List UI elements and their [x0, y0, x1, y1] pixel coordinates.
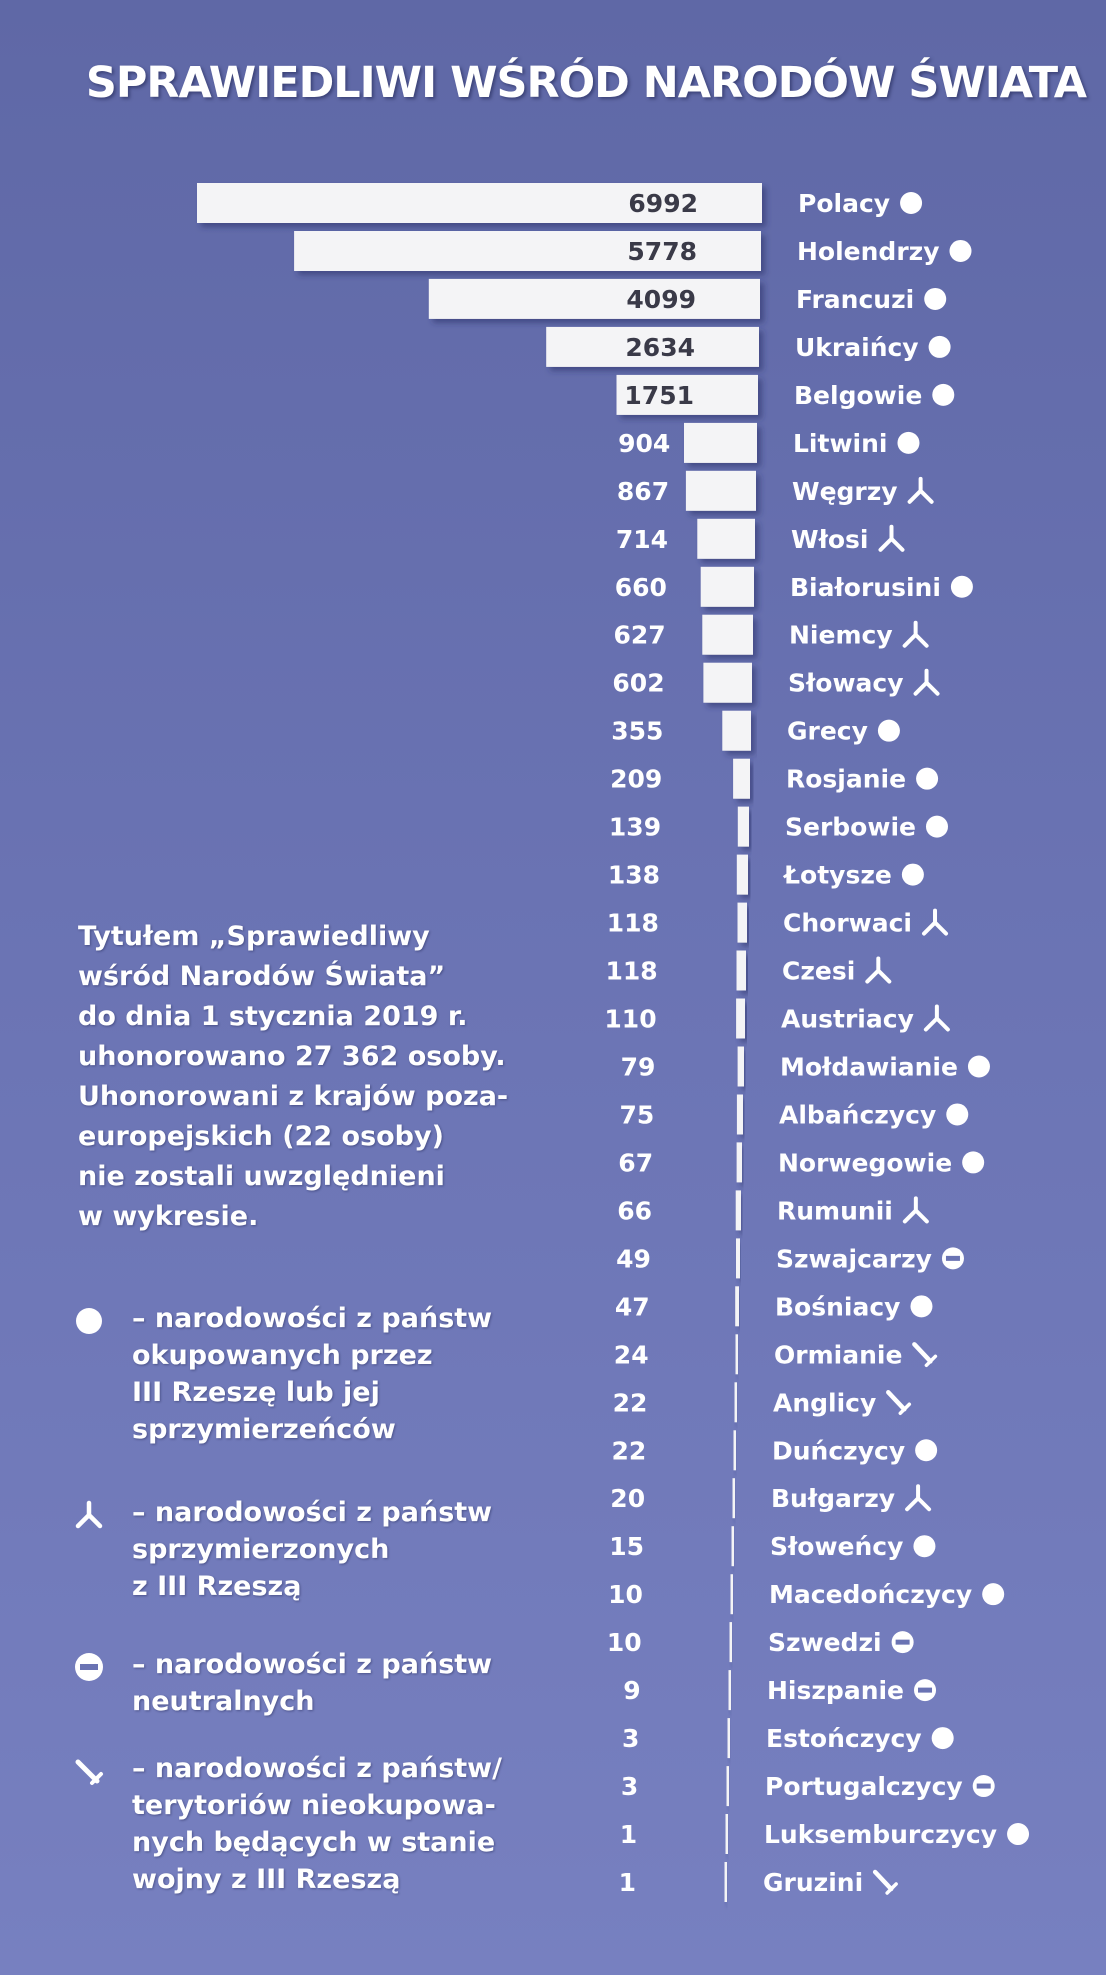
note-line: Uhonorowani z krajów poza- [78, 1081, 509, 1112]
category-label: Estończycy [766, 1724, 922, 1754]
neutral-icon [942, 1247, 964, 1269]
category-label: Grecy [787, 716, 868, 746]
bar [732, 1526, 735, 1566]
category-label: Bułgarzy [771, 1484, 896, 1514]
category-label: Łotysze [784, 860, 892, 890]
value-label: 20 [610, 1484, 646, 1514]
chart-title: SPRAWIEDLIWI WŚRÓD NARODÓW ŚWIATA [85, 58, 1086, 108]
value-label: 24 [613, 1340, 649, 1370]
sword-icon [72, 1754, 106, 1788]
ally-icon [907, 1486, 929, 1509]
bar [702, 615, 753, 655]
ally-icon [72, 1498, 106, 1532]
legend-line: – narodowości z państw [132, 1303, 493, 1334]
value-label: 4099 [626, 284, 696, 314]
ally-icon [910, 479, 932, 502]
sword-icon [875, 1872, 896, 1893]
value-label: 49 [616, 1244, 651, 1274]
circle-icon [916, 768, 938, 790]
bar [736, 1334, 739, 1374]
legend-line: z III Rzeszą [132, 1571, 302, 1602]
value-label: 67 [618, 1148, 654, 1178]
legend-line: wojny z III Rzeszą [132, 1864, 401, 1895]
note-text [78, 917, 548, 1237]
circle-icon [929, 336, 951, 358]
ally-icon [916, 671, 938, 694]
circle-icon [878, 720, 900, 742]
note-line: nie zostali uwzględnieni [78, 1161, 445, 1192]
bar [684, 423, 757, 463]
category-label: Francuzi [796, 284, 915, 314]
legend-line: terytoriów nieokupowa- [132, 1790, 496, 1821]
bar [736, 999, 745, 1039]
value-label: 139 [608, 812, 662, 842]
legend-line: okupowanych przez [132, 1340, 433, 1371]
legend-line: – narodowości z państw/ [132, 1753, 502, 1784]
value-label: 110 [604, 1004, 657, 1034]
ally-icon [924, 911, 946, 934]
value-label: 118 [606, 908, 659, 938]
legend-line: nych będących w stanie [132, 1827, 496, 1858]
ally-icon [926, 1007, 948, 1030]
value-label: 66 [617, 1196, 652, 1226]
bar [737, 1095, 743, 1135]
circle-icon [932, 1727, 954, 1749]
value-label: 118 [605, 956, 658, 986]
value-label: 1 [619, 1820, 638, 1849]
bar [738, 903, 748, 943]
ally-icon [880, 527, 902, 550]
circle-icon [902, 864, 924, 886]
bar [733, 1478, 736, 1518]
circle-icon [910, 1295, 932, 1317]
legend-line: – narodowości z państw [132, 1497, 493, 1528]
bar [728, 1718, 731, 1758]
legend-text [132, 1494, 552, 1605]
bar [733, 759, 750, 799]
circle-icon [1007, 1823, 1029, 1845]
category-label: Serbowie [785, 812, 916, 842]
category-label: Polacy [798, 189, 891, 218]
value-label: 1 [618, 1868, 636, 1897]
legend-text [132, 1750, 552, 1898]
note-line: europejskich (22 osoby) [78, 1121, 444, 1152]
category-label: Niemcy [789, 620, 893, 650]
bar [735, 1286, 739, 1326]
neutral-icon [914, 1679, 936, 1701]
circle-icon [897, 432, 919, 454]
legend-text [132, 1646, 552, 1720]
circle-icon [924, 288, 946, 310]
category-label: Duńczycy [772, 1436, 906, 1466]
bar [726, 1814, 729, 1854]
value-label: 3 [620, 1772, 639, 1802]
bar [701, 567, 754, 607]
category-label: Holendrzy [797, 237, 940, 266]
neutral-icon [72, 1650, 106, 1684]
category-label: Mołdawianie [780, 1052, 958, 1082]
category-label: Norwegowie [778, 1148, 953, 1178]
value-label: 355 [611, 716, 664, 746]
bar [730, 1622, 733, 1662]
note-line: Tytułem „Sprawiedliwy [78, 921, 430, 952]
category-label: Ormianie [774, 1340, 903, 1370]
circle-icon [926, 816, 948, 838]
bar [736, 1190, 741, 1230]
category-label: Bośniacy [775, 1292, 901, 1322]
category-label: Szwedzi [768, 1628, 882, 1658]
category-labels-layer [763, 189, 997, 1897]
bar [703, 663, 752, 703]
category-label: Rosjanie [786, 764, 907, 794]
value-label: 47 [614, 1292, 650, 1322]
bar [737, 855, 748, 895]
category-label: Albańczycy [779, 1100, 937, 1130]
value-label: 867 [616, 476, 670, 506]
value-label: 15 [609, 1532, 644, 1562]
bar [725, 1862, 728, 1902]
bar [697, 519, 755, 559]
value-label: 10 [608, 1580, 643, 1610]
circle-icon [913, 1535, 935, 1557]
category-label: Gruzini [763, 1868, 864, 1897]
bar [429, 279, 760, 319]
value-label: 22 [612, 1388, 648, 1418]
bar [734, 1430, 737, 1470]
value-label: 22 [611, 1436, 647, 1466]
value-label: 904 [618, 428, 671, 458]
bar [737, 951, 747, 991]
bar [729, 1670, 732, 1710]
category-label: Słowacy [788, 668, 904, 698]
legend-line: III Rzeszę lub jej [132, 1377, 380, 1408]
legend-text [132, 1300, 552, 1448]
note-line: wśród Narodów Świata” [78, 961, 446, 992]
circle-icon [932, 384, 954, 406]
category-label: Słoweńcy [770, 1532, 904, 1562]
neutral-icon [973, 1775, 995, 1797]
value-labels-layer [604, 189, 698, 1897]
circle-icon [968, 1055, 990, 1077]
bar [722, 711, 751, 751]
category-label: Węgrzy [792, 476, 898, 506]
sword-icon [888, 1392, 909, 1413]
value-label: 627 [613, 620, 666, 650]
category-label: Chorwaci [783, 908, 913, 938]
value-label: 209 [610, 764, 663, 794]
circle-icon [946, 1103, 968, 1125]
value-label: 138 [607, 860, 660, 890]
circle-icon [900, 192, 922, 214]
category-label: Włosi [791, 524, 869, 554]
legend-line: sprzymierzeńców [132, 1414, 396, 1445]
bar [738, 1047, 744, 1087]
value-label: 660 [614, 572, 667, 602]
category-label: Rumunii [777, 1196, 893, 1226]
circle-icon [915, 1439, 937, 1461]
value-label: 2634 [625, 332, 695, 362]
legend-line: – narodowości z państw [132, 1649, 493, 1680]
bar [727, 1766, 730, 1806]
bar [686, 471, 756, 511]
circle-icon [982, 1583, 1004, 1605]
category-label: Macedończycy [769, 1580, 973, 1610]
value-label: 3 [621, 1724, 640, 1754]
ally-icon [905, 623, 927, 646]
value-label: 9 [623, 1676, 641, 1706]
value-label: 714 [615, 524, 668, 554]
bar [731, 1574, 734, 1614]
circle-icon [72, 1304, 106, 1338]
ally-icon [867, 959, 889, 982]
category-label: Ukraińcy [795, 332, 919, 362]
category-label: Portugalczycy [765, 1772, 963, 1802]
sword-icon [914, 1344, 935, 1365]
value-label: 10 [606, 1628, 642, 1658]
value-label: 6992 [628, 189, 698, 218]
legend-line: sprzymierzonych [132, 1534, 390, 1565]
value-label: 5778 [627, 237, 697, 266]
value-label: 602 [612, 668, 665, 698]
bar [737, 1142, 742, 1182]
category-label: Litwini [793, 428, 888, 458]
note-line: uhonorowano 27 362 osoby. [78, 1041, 506, 1072]
ally-icon [905, 1198, 927, 1221]
category-label: Szwajcarzy [776, 1244, 932, 1274]
bar [736, 1238, 740, 1278]
circle-icon [962, 1151, 984, 1173]
category-label: Anglicy [773, 1388, 877, 1418]
category-label: Luksemburczycy [764, 1820, 998, 1849]
status-icons-layer [867, 192, 1029, 1893]
category-label: Czesi [782, 956, 856, 986]
value-label: 1751 [624, 380, 694, 410]
value-label: 79 [620, 1052, 656, 1082]
note-line: do dnia 1 stycznia 2019 r. [78, 1001, 468, 1032]
legend-line: neutralnych [132, 1686, 315, 1717]
value-label: 75 [619, 1100, 655, 1130]
bar [735, 1382, 738, 1422]
category-label: Białorusini [790, 572, 941, 602]
circle-icon [951, 576, 973, 598]
category-label: Hiszpanie [767, 1676, 905, 1706]
bar [738, 807, 749, 847]
neutral-icon [892, 1631, 914, 1653]
note-line: w wykresie. [78, 1201, 259, 1232]
category-label: Belgowie [794, 380, 923, 410]
category-label: Austriacy [781, 1004, 914, 1034]
circle-icon [950, 240, 972, 262]
